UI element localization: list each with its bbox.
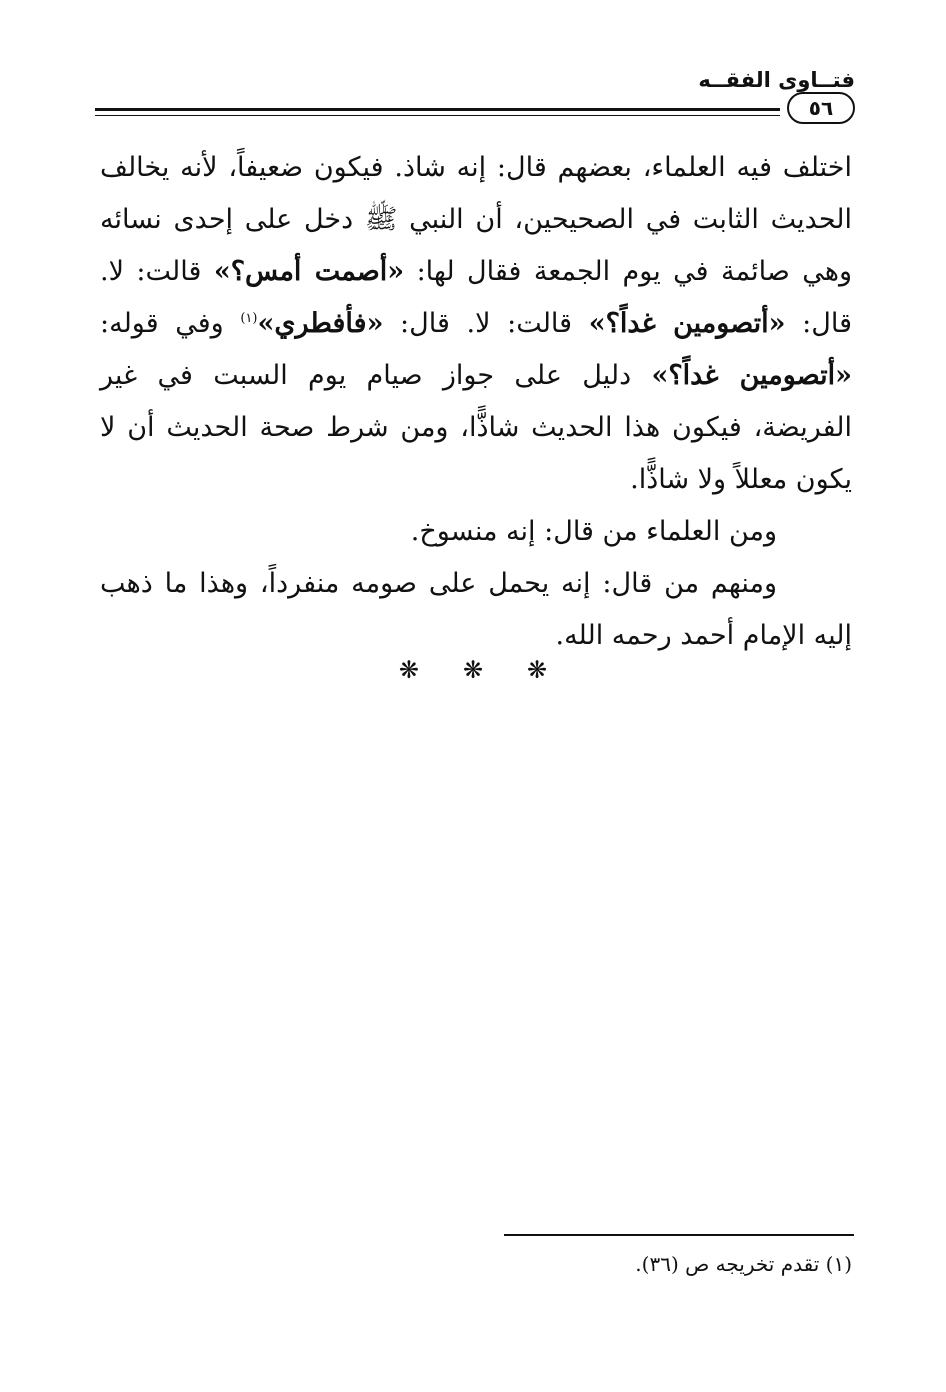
header-rule-thin bbox=[95, 115, 780, 116]
text-segment: وفي قوله: bbox=[100, 308, 241, 339]
text-segment: قالت: لا. قال: bbox=[383, 308, 589, 339]
main-text bbox=[100, 142, 852, 662]
hadith-quote: «أصمت أمس؟» bbox=[213, 256, 405, 287]
page-number: ٥٦ bbox=[787, 92, 855, 124]
paragraph-3: ومنهم من قال: إنه يحمل على صومه منفرداً، وهذا ما ذهب إليه الإمام أحمد رحمه الله. bbox=[100, 568, 852, 651]
hadith-quote: «أتصومين غداً؟» bbox=[651, 360, 852, 391]
hadith-quote: «فأفطري» bbox=[257, 308, 384, 339]
section-separator bbox=[0, 656, 946, 684]
paragraph-1 bbox=[100, 142, 852, 506]
asterisk-ornament-icon: ❋ bbox=[398, 656, 419, 684]
footnote: (١) تقدم تخريجه ص (٣٦). bbox=[635, 1252, 852, 1276]
paragraph-2: ومن العلماء من قال: إنه منسوخ. bbox=[410, 516, 777, 547]
text-segment: دليل على جواز صيام يوم السبت في غير الفريضة، فيكون هذا الحديث شاذًّا، ومن شرط صحة الحديث أن لا يكون معللاً ولا شاذًّا. bbox=[100, 360, 852, 495]
text-segment: اختلف فيه العلماء، بعضهم قال: إنه شاذ. فيكون ضعيفاً، لأنه يخالف الحديث الثابت في الصحيحين، أن النبي ﷺ دخل على إحدى نسائه وهي صائمة في يوم الجمعة فقال لها: bbox=[100, 152, 853, 287]
book-title: فتــاوى الفقــه bbox=[698, 68, 855, 92]
hadith-quote: «أتصومين غداً؟» bbox=[588, 308, 786, 339]
page-header bbox=[95, 68, 855, 130]
asterisk-ornament-icon: ❋ bbox=[527, 656, 548, 684]
asterisk-ornament-icon: ❋ bbox=[462, 656, 484, 684]
footnote-reference: (١) bbox=[240, 311, 258, 326]
footnote-divider bbox=[504, 1234, 854, 1236]
text-segment: قالت: لا. قال: bbox=[100, 256, 852, 339]
header-rule-thick bbox=[95, 108, 780, 111]
